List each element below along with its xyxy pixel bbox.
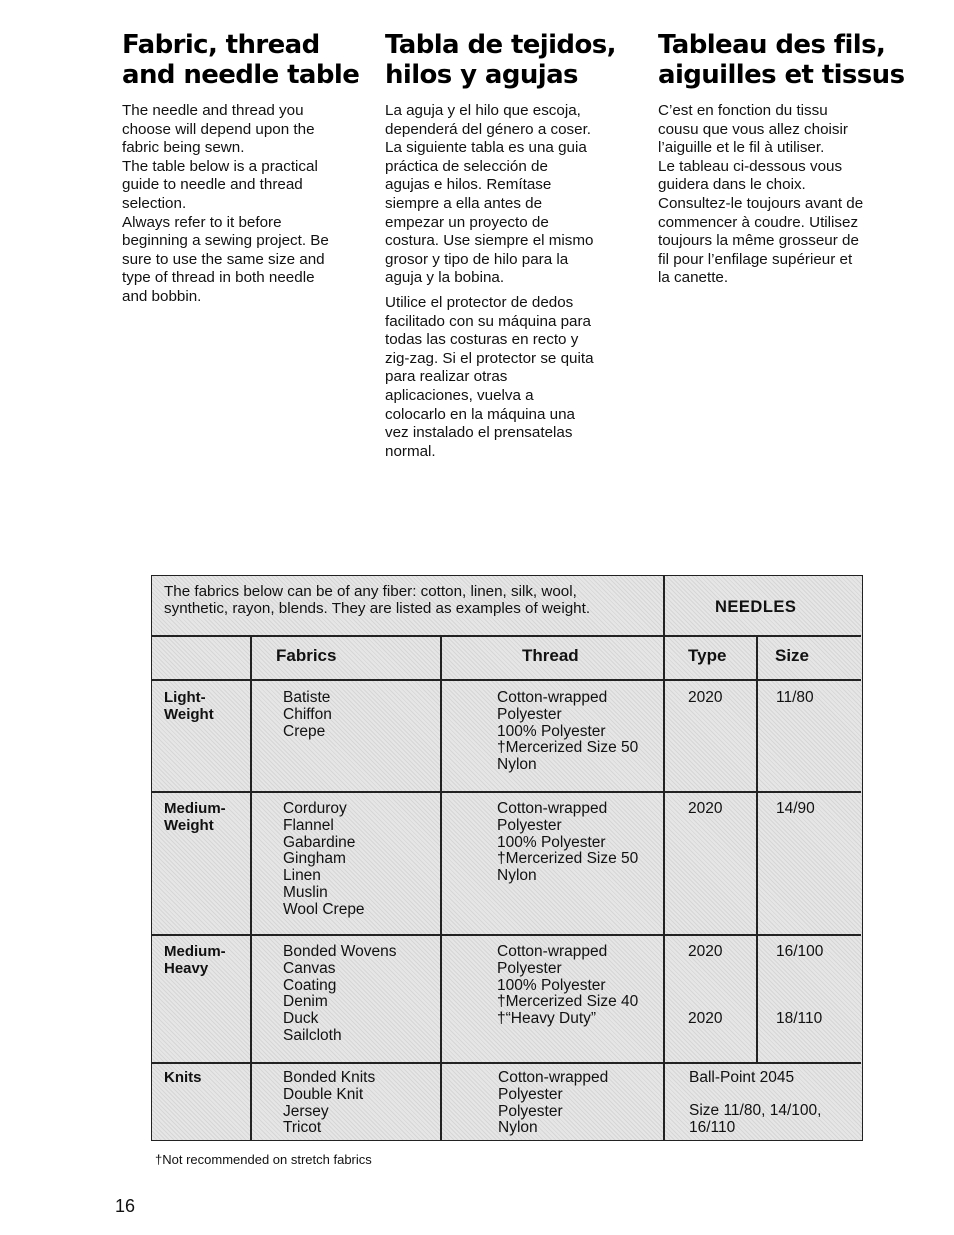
- body-french: C’est en fonction du tissu cousu que vous allez choisir l’aiguille et le fil à utiliser. Le tableau ci-dessous vous guidera dans le choix. Consultez-le toujours avant de commencer à coudre. Utilisez toujours la même grosseur de fil pour l’enfilage supérieur et la canette.: [658, 102, 864, 287]
- thread-medium-weight: Cotton-wrapped Polyester 100% Polyester †Mercerized Size 50 Nylon: [497, 800, 639, 885]
- needle-size-knits: Size 11/80, 14/100, 16/110: [689, 1102, 822, 1136]
- table-rule: [663, 576, 665, 1140]
- needle-type-medium-weight: 2020: [688, 800, 723, 817]
- needle-size-medium-heavy: 16/100: [776, 943, 824, 960]
- footnote: †Not recommended on stretch fabrics: [155, 1152, 372, 1167]
- needle-type-knits: Ball-Point 2045: [689, 1069, 795, 1086]
- row-label-medium-heavy: Medium- Heavy: [164, 943, 226, 977]
- table-rule: [152, 1062, 861, 1064]
- header-type: Type: [688, 646, 727, 665]
- table-rule: [152, 934, 861, 936]
- page-number: 16: [115, 1196, 136, 1216]
- table-intro: The fabrics below can be of any fiber: cotton, linen, silk, wool, synthetic, rayon, blends. They are listed as examples of weight.: [164, 583, 591, 617]
- row-label-medium-weight: Medium- Weight: [164, 800, 226, 834]
- table-rule: [152, 679, 861, 681]
- body-spanish-1: La aguja y el hilo que escoja, dependerá del género a coser. La siguiente tabla es una guia práctica de selección de agujas e hilos. Remítase siempre a ella antes de empezar un proyecto de costura. Use siempre el mismo grosor y tipo de hilo para la aguja y la bobina.: [385, 102, 594, 287]
- header-fabrics: Fabrics: [276, 646, 337, 665]
- table-rule: [756, 635, 758, 1063]
- body-english: The needle and thread you choose will depend upon the fabric being sewn. The table below is a practical guide to needle and thread selection. Always refer to it before beginning a sewing project. Be sure to use the same size and type of thread in both needle and bobbin.: [122, 102, 329, 305]
- thread-knits: Cotton-wrapped Polyester Polyester Nylon: [498, 1069, 609, 1137]
- row-label-knits: Knits: [164, 1069, 202, 1086]
- column-spanish: [385, 30, 635, 461]
- header-size: Size: [775, 646, 810, 665]
- fabrics-medium-heavy: Bonded Wovens Canvas Coating Denim Duck Sailcloth: [283, 943, 397, 1044]
- needle-size-medium-heavy-2: 18/110: [776, 1010, 823, 1027]
- title-spanish: Tabla de tejidos, hilos y agujas: [385, 30, 616, 90]
- thread-medium-heavy: Cotton-wrapped Polyester 100% Polyester †Mercerized Size 40 †“Heavy Duty”: [497, 943, 639, 1028]
- table-rule: [440, 635, 442, 1140]
- body-spanish-2: Utilice el protector de dedos facilitado con su máquina para todas las costuras en recto y zig-zag. Si el protector se quita para realizar otras aplicaciones, vuelva a colocarlo en la máquina una vez instalado el prensatelas normal.: [385, 293, 594, 460]
- needle-size-light-weight: 11/80: [776, 689, 814, 706]
- title-english: Fabric, thread and needle table: [122, 30, 360, 90]
- column-french: [658, 30, 918, 288]
- column-english: [122, 30, 362, 307]
- needle-type-medium-heavy: 2020: [688, 943, 723, 960]
- needle-size-medium-weight: 14/90: [776, 800, 815, 817]
- needle-type-medium-heavy-2: 2020: [688, 1010, 723, 1027]
- fabrics-knits: Bonded Knits Double Knit Jersey Tricot: [283, 1069, 376, 1137]
- title-french: Tableau des fils, aiguilles et tissus: [658, 30, 905, 90]
- row-label-light-weight: Light- Weight: [164, 689, 214, 723]
- table-rule: [152, 635, 861, 637]
- fabrics-light-weight: Batiste Chiffon Crepe: [283, 689, 332, 740]
- thread-light-weight: Cotton-wrapped Polyester 100% Polyester †Mercerized Size 50 Nylon: [497, 689, 639, 774]
- fabrics-medium-weight: Corduroy Flannel Gabardine Gingham Linen Muslin Wool Crepe: [283, 800, 365, 918]
- fabric-thread-needle-table: [151, 575, 863, 1141]
- needles-header: NEEDLES: [715, 598, 797, 616]
- needle-type-light-weight: 2020: [688, 689, 723, 706]
- header-thread: Thread: [522, 646, 579, 665]
- table-rule: [250, 635, 252, 1140]
- table-rule: [152, 791, 861, 793]
